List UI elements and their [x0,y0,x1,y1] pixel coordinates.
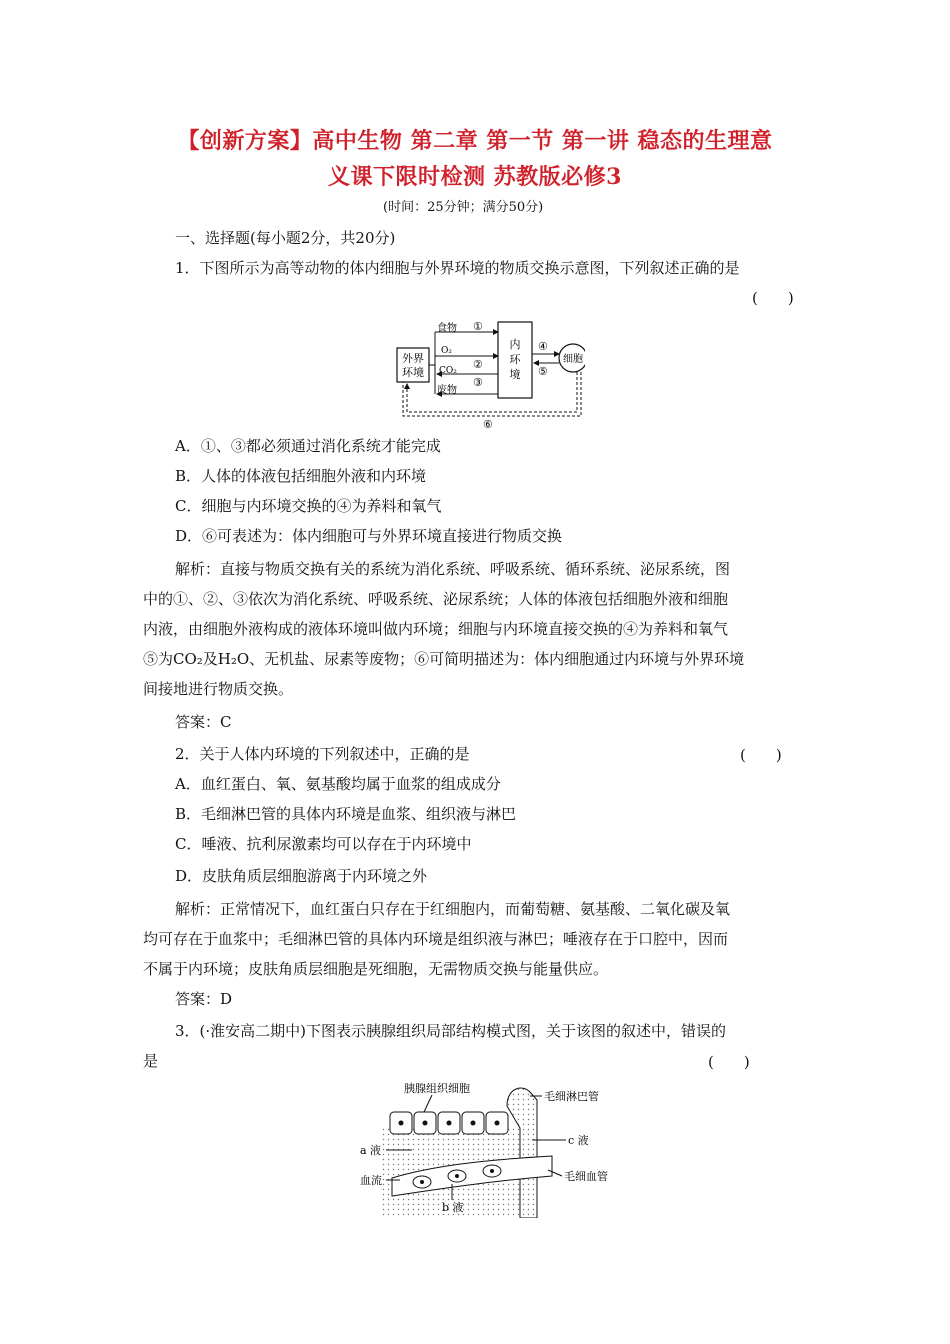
doc-title-line2: 义课下限时检测 苏教版必修3 [328,164,622,190]
num-5: ⑤ [538,365,548,378]
num-4: ④ [538,340,548,353]
num-2: ② [473,358,483,371]
waste-label: 废物 [437,385,457,396]
q2-option-b: B．毛细淋巴管的具体内环境是血浆、组织液与淋巴 [175,805,517,823]
q2-answer: 答案：D [175,990,233,1008]
q1-analysis-3: 内液，由细胞外液构成的液体环境叫做内环境；细胞与内环境直接交换的④为养料和氧气 [143,620,729,638]
q1-exchange-diagram [395,318,585,430]
q2-analysis-1: 解析：正常情况下，血红蛋白只存在于红细胞内，而葡萄糖、氨基酸、二氧化碳及氧 [175,900,731,918]
cell-label: 细胞 [563,354,583,365]
q1-option-c: C．细胞与内环境交换的④为养料和氧气 [175,497,442,515]
q1-analysis-1: 解析：直接与物质交换有关的系统为消化系统、呼吸系统、循环系统、泌尿系统，图 [175,560,731,578]
int-label-2: 环 [509,353,521,366]
q1-analysis-2: 中的①、②、③依次为消化系统、呼吸系统、泌尿系统；人体的体液包括细胞外液和细胞 [143,590,729,608]
q2-answer-paren: ( ) [740,746,782,764]
label-a: a 液 [360,1144,382,1157]
q2-option-a: A．血红蛋白、氧、氨基酸均属于血浆的组成成分 [175,775,501,793]
num-3: ③ [473,376,483,389]
food-label: 食物 [437,323,457,334]
q1-analysis-4: ⑤为CO₂及H₂O、无机盐、尿素等废物；⑥可简明描述为：体内细胞通过内环境与外界环境 [143,650,745,668]
q1-answer-paren: ( ) [752,289,794,307]
int-label-1: 内 [509,338,521,351]
dashed-arrow-6 [407,372,577,412]
q3-answer-paren: ( ) [708,1053,750,1071]
q2-option-d: D．皮肤角质层细胞游离于内环境之外 [175,867,428,885]
q1-option-d: D．⑥可表述为：体内细胞可与外界环境直接进行物质交换 [175,527,563,545]
co2-label: CO₂ [439,366,457,376]
label-b: b 液 [442,1201,464,1214]
q1-option-a: A．①、③都必须通过消化系统才能完成 [175,437,441,455]
q3-stem-line1: 3．(·淮安高二期中)下图表示胰腺组织局部结构模式图，关于该图的叙述中，错误的 [175,1022,727,1040]
num-1: ① [473,320,483,333]
q2-option-c: C．唾液、抗利尿激素均可以存在于内环境中 [175,835,472,853]
label-lymph: 毛细淋巴管 [544,1090,599,1103]
section-heading: 一、选择题(每小题2分，共20分) [175,229,396,247]
label-capillary: 毛细血管 [564,1170,608,1183]
q1-stem: 1．下图所示为高等动物的体内细胞与外界环境的物质交换示意图，下列叙述正确的是 [175,259,740,277]
label-c: c 液 [568,1134,589,1147]
q3-stem-line2: 是 [143,1052,159,1070]
q1-analysis-5: 间接地进行物质交换。 [143,680,294,698]
ext-label-1: 外界 [402,352,424,365]
o2-label: O₂ [441,346,452,356]
q2-analysis-3: 不属于内环境；皮肤角质层细胞是死细胞，无需物质交换与能量供应。 [143,960,609,978]
ext-label-2: 环境 [402,366,424,379]
int-label-3: 境 [509,368,521,381]
doc-title-line1: 【创新方案】高中生物 第二章 第一节 第一讲 稳态的生理意 [177,128,773,154]
q2-stem: 2．关于人体内环境的下列叙述中，正确的是 [175,745,470,763]
q1-option-b: B．人体的体液包括细胞外液和内环境 [175,467,427,485]
num-6: ⑥ [483,418,493,430]
q1-answer: 答案：C [175,713,232,731]
q2-analysis-2: 均可存在于血浆中；毛细淋巴管的具体内环境是组织液与淋巴；唾液存在于口腔中，因而 [143,930,729,948]
q3-pancreas-diagram [352,1078,622,1218]
time-info: (时间：25分钟；满分50分) [383,200,544,215]
label-blood-flow: 血流 [360,1174,382,1187]
label-pancreas-cells: 胰腺组织细胞 [404,1082,470,1095]
